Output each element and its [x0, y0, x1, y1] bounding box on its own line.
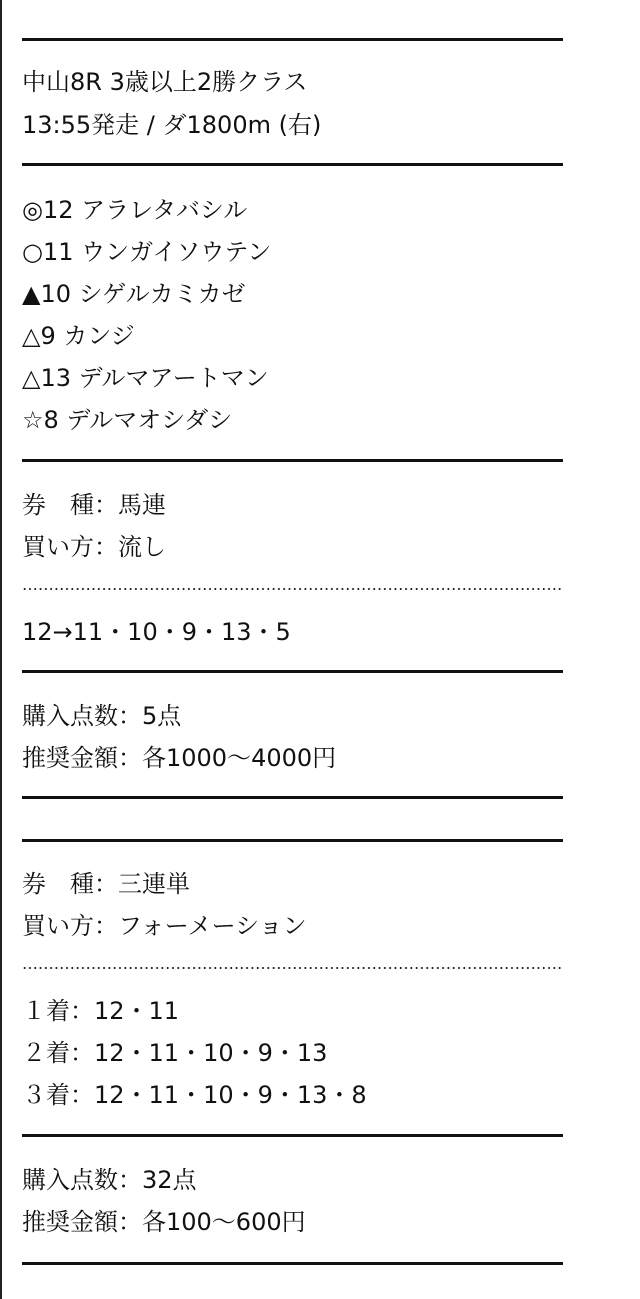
ticket2-points: 購入点数：32点 — [22, 1166, 197, 1194]
ticket1-combination: 12→11・10・9・13・5 — [22, 618, 291, 646]
prediction-item: ▲10 シゲルカミカゼ — [22, 280, 246, 308]
prediction-item: ○11 ウンガイソウテン — [22, 238, 272, 266]
divider-solid — [22, 796, 563, 799]
prediction-item: △9 カンジ — [22, 322, 135, 350]
divider-solid — [22, 839, 563, 842]
prediction-item: △13 デルマアートマン — [22, 364, 269, 392]
ticket1-type: 券 種：馬連 — [22, 491, 166, 519]
divider-dotted — [22, 588, 563, 590]
ticket1-points: 購入点数：5点 — [22, 702, 182, 730]
ticket2-amount: 推奨金額：各100〜600円 — [22, 1208, 306, 1236]
ticket1-method: 買い方：流し — [22, 533, 166, 561]
race-start-info: 13:55発走 / ダ1800m (右) — [22, 111, 322, 139]
ticket2-third: ３着：12・11・10・9・13・8 — [22, 1081, 367, 1109]
ticket2-second: ２着：12・11・10・9・13 — [22, 1039, 328, 1067]
divider-solid — [22, 670, 563, 673]
left-border — [0, 0, 2, 1299]
divider-solid — [22, 1134, 563, 1137]
divider-solid — [22, 1262, 563, 1265]
race-header: 中山8R 3歳以上2勝クラス — [22, 68, 308, 96]
ticket1-amount: 推奨金額：各1000〜4000円 — [22, 744, 337, 772]
ticket2-type: 券 種：三連単 — [22, 870, 190, 898]
divider-dotted — [22, 967, 563, 969]
divider-solid — [22, 38, 563, 41]
ticket2-method: 買い方：フォーメーション — [22, 912, 307, 940]
ticket2-first: １着：12・11 — [22, 997, 180, 1025]
prediction-item: ◎12 アラレタバシル — [22, 196, 248, 224]
divider-solid — [22, 163, 563, 166]
prediction-item: ☆8 デルマオシダシ — [22, 406, 233, 434]
divider-solid — [22, 459, 563, 462]
